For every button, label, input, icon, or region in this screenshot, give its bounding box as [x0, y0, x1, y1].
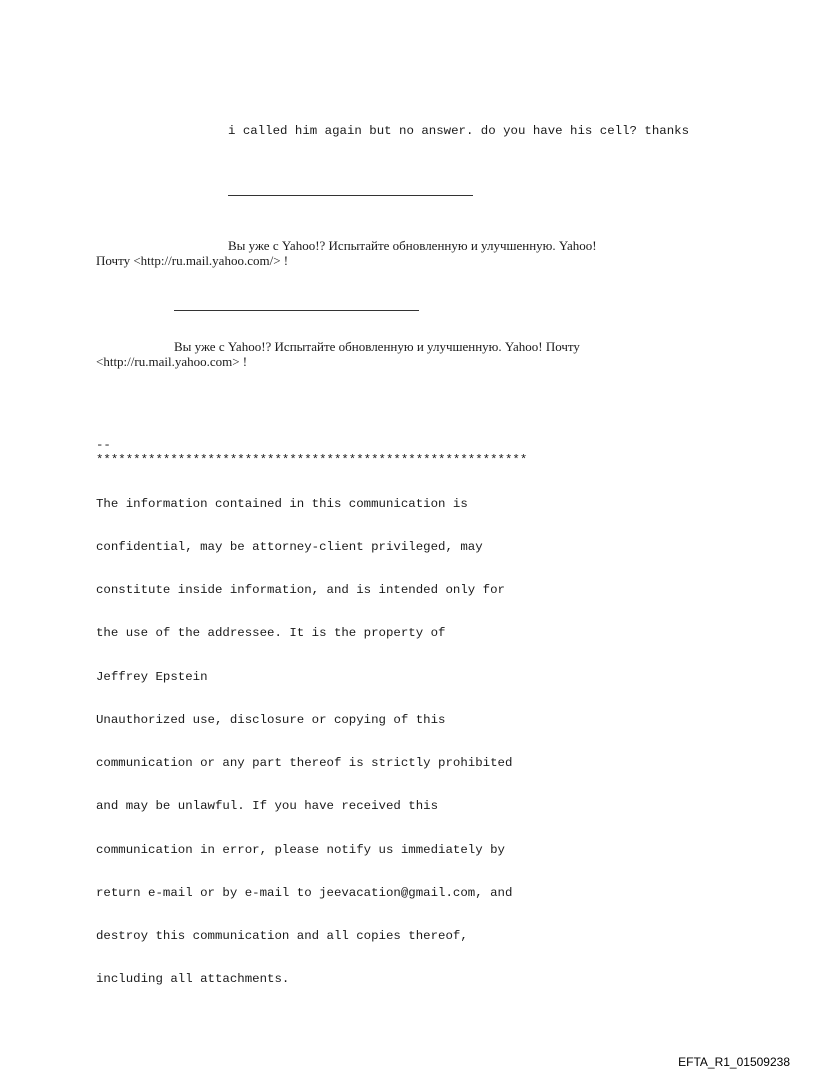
- disclaimer-line: constitute inside information, and is intended only for: [96, 583, 505, 598]
- yahoo-promo-link-line: Почту <http://ru.mail.yahoo.com/> !: [96, 253, 289, 268]
- disclaimer-line: communication or any part thereof is strictly prohibited: [96, 756, 513, 771]
- disclaimer-line: Unauthorized use, disclosure or copying of this: [96, 712, 446, 727]
- yahoo-promo-line: Вы уже с Yahoo!? Испытайте обновленную и улучшенную. Yahoo! Почту: [174, 339, 580, 354]
- document-id-footer: EFTA_R1_01509238: [678, 1055, 790, 1069]
- disclaimer-line: the use of the addressee. It is the property of: [96, 626, 446, 641]
- yahoo-promo-link-line: <http://ru.mail.yahoo.com> !: [96, 354, 248, 369]
- disclaimer-line: including all attachments.: [96, 972, 290, 987]
- signature-separator: --: [96, 438, 111, 452]
- disclaimer-line: Jeffrey Epstein: [96, 669, 208, 684]
- separator-rule: [174, 310, 419, 311]
- confidentiality-disclaimer: [96, 468, 512, 1001]
- disclaimer-line: and may be unlawful. If you have received this: [96, 799, 439, 814]
- disclaimer-line: confidential, may be attorney-client privileged, may: [96, 540, 483, 555]
- disclaimer-line: communication in error, please notify us immediately by: [96, 842, 505, 857]
- message-text: i called him again but no answer. do you have his cell? thanks: [228, 124, 690, 138]
- disclaimer-line: return e-mail or by e-mail to jeevacation@gmail.com, and: [96, 885, 513, 900]
- disclaimer-line: The information contained in this communication is: [96, 496, 468, 511]
- yahoo-promo-line: Вы уже с Yahoo!? Испытайте обновленную и улучшенную. Yahoo!: [228, 238, 597, 253]
- asterisk-divider: **********************************************************: [96, 453, 528, 467]
- separator-rule: [228, 195, 473, 196]
- disclaimer-line: destroy this communication and all copies thereof,: [96, 929, 468, 943]
